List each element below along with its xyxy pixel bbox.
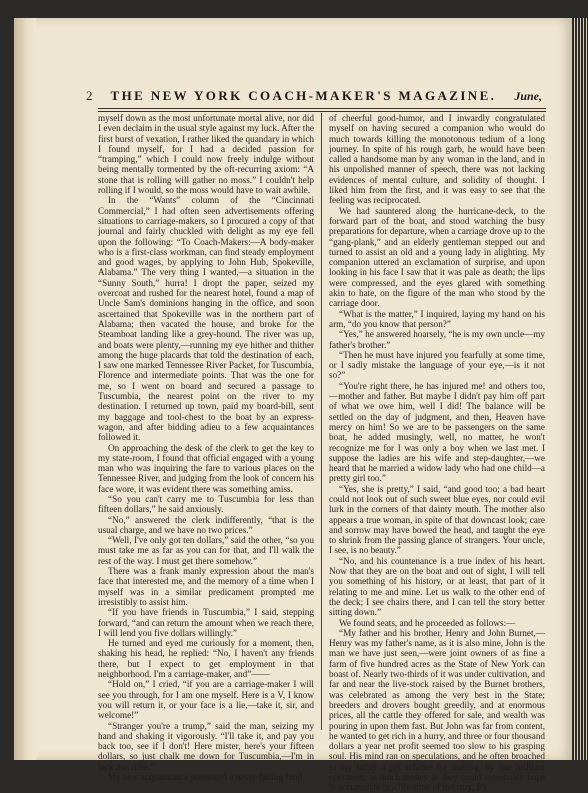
paragraph: We had sauntered along the hurricane-deck, to the forward part of the boat, and stood watching the busy preparations for departure, when a carriage drove up to the “gang-plank,” and an elderly gentleman stepped out and turned to assist an old and a young lady in alighting. My companion uttered an exclamation of surprise, and upon looking in his face I saw that it was pale as death; the lips were compressed, and the eyes glared with something akin to hate, on the figure of the man who stood by the carriage door. (329, 205, 545, 309)
paragraph: “Hold on,” I cried, “if you are a carriage-maker I will see you through, for I am one myself. Here is a V, I know you will return it, or your face is a lie,—take it, sir, and welcome!” (98, 679, 314, 721)
page-number: 2 (86, 88, 93, 103)
running-header (86, 86, 542, 106)
magazine-title: THE NEW YORK COACH-MAKER'S MAGAZINE. (110, 88, 497, 103)
paragraph: “If you have friends in Tuscumbia,” I said, stepping forward, “and can return the amount when we reach there, I will lend you five dollars willingly.” (98, 607, 314, 638)
paragraph: “Yes, she is pretty,” I said, “and good too; a bad heart could not look out of such sweet blue eyes, nor could evil lurk in the corners of that dainty mouth. The mother also appears a true woman, in spite of that downcast look; care and sorrow may have bowed the head, and taught the eye to shrink from the passing glance of strangers. Your uncle, I see, is no beauty.” (329, 483, 545, 556)
paragraph: “Then he must have injured you fearfully at some time, or I sadly mistake the language of your eye,—is it not so?” (329, 349, 545, 381)
paragraph: “You're right there, he has injured me! and others too,—mother and father. But maybe I didn't pay him off part of what we owe him, well I did! The balance will be settled on the day of judgment, and then, Heaven have mercy on him! So we are to be passengers on the same boat, he added musingly, well, no matter, he won't recognize me for I was only a boy when we last met. I suppose the ladies are his wife and step-daughter,—we heard that he married a widow lady who had one child—a pretty girl too.” (329, 380, 545, 484)
paragraph: We found seats, and he proceeded as follows:— (339, 617, 516, 628)
paragraph: “Well, I've only got ten dollars,” said the other, “so you must take me as far as you can for that, and I'll walk the rest of the way. I must get there somehow.” (98, 535, 314, 566)
paragraph: On approaching the desk of the clerk to get the key to my state-room, I found that official engaged with a young man who was inquiring the fare to various places on the Tennessee River, and judging from the look of concern his face wore, it was evident there was something amiss. (98, 442, 314, 494)
right-column (329, 113, 546, 793)
text-columns (98, 113, 548, 793)
paragraph: “What is the matter,” I inquired, laying my hand on his arm, “do you know that person?” (329, 308, 545, 329)
paragraph: “No,” answered the clerk indifferently, “that is the usual charge, and we have no two prices.” (98, 514, 314, 535)
paragraph: There was a frank manly expression about the man's face that interested me, and the memory of a time when I myself was in a similar predicament prompted me irresistibly to assist him. (98, 566, 314, 607)
paragraph: My new acquaintance possessed a never-failing fund (108, 772, 303, 782)
issue-month: June, (514, 88, 542, 103)
paragraph: of cheerful good-humor, and I inwardly congratulated myself on having secured a companion who would do much towards killing the monotonous tedium of a long journey. In spite of his rough garb, he would have been called a handsome man by any woman in the land, and in his unpolished manner of speech, there was not lacking evidences of mental culture, and solidity of thought. I liked him from the first, and it was easy to see that the feeling was reciprocated. (329, 113, 545, 206)
paragraph: He turned and eyed me curiously for a moment, then, shaking his head, he replied: “No, I haven't any friends there, but I expect to get employment in that neighborhood. I'm a carriage-maker, and”—— (98, 638, 314, 680)
paragraph: “Stranger you're a trump,” said the man, seizing my hand and shaking it vigorously. “I'll take it, and pay you back too, see if I don't! Here mister, here's your fifteen dollars, so just chalk me down for Tuscumbia,—I'm in luck this time.” (98, 720, 314, 772)
header-rule (98, 108, 546, 112)
paragraph: “My father and his brother, Henry and John Burnet,—Henry was my father's name, as it is also mine, John is the man we have just seen,—were joint owners of as fine a farm of five hundred acres as the State of New York can boast of. Nearly two-thirds of it was under cultivation, and far and near the live-stock raised by the Burnet brothers, was celebrated as among the very best in the State; breeders and drovers bought greedily, and at enormous prices, all the cattle they offered for sale, and wealth was pouring in upon them fast. But John was far from content, he wanted to get rich in a hurry, and three or four thousand dollars a year net profit seemed too slow to his grasping soul. His mind ran on speculations, and he often broached to my father a pet scheme for making, by one brilliant operation, as much money as they could reasonably hope to accumulate in a life-time of industry. By (329, 627, 546, 793)
paragraph: In the “Wants” column of the “Cincinnati Commercial,” I had often seen advertisements offering situations to carriage-makers, so I procured a copy of that journal and fairly chuckled with delight as my eye fell upon the following: “To Coach-Makers:—A body-maker who is a first-class workman, can find steady employment and good wages, by applying to John Hub, Spokeville, Alabama.” The very thing I wanted,—a situation in the “Sunny South,” hurra! I dropt the paper, seized my overcoat and rushed for the nearest hotel, found a map of Uncle Sam's dominions hanging in the office, and soon ascertained that Spokeville was in the northern part of Alabama; then vacated the house, and broke for the Steamboat landing like a grey-hound. The river was up, and boats were plenty,—running my eye hither and thither among the huge placards that told the destination of each, I saw one marked Tennessee River Packet, for Tuscumbia, Florence and intermediate points. That was the one for me, so I went on board and secured a passage to Tuscumbia, the nearest point on the river to my destination. I returned up town, paid my board-bill, sent my baggage and tool-chest to the boat by an express-wagon, and after bidding adieu to a few acquaintances followed it. (98, 195, 314, 443)
column-divider (321, 113, 322, 730)
paragraph: “No, and his countenance is a true index of his heart. Now that they are on the boat and out of sight, I will tell you something of his history, or at least, that part of it relating to me and mine. Let us walk to the other end of the deck; I see chairs there, and I can tell the story better sitting down.” (329, 555, 545, 618)
left-column (98, 113, 314, 782)
paragraph: myself down as the most unfortunate mortal alive, nor did I even declaim in the usual style against my luck. After the first burst of vexation, I rather liked the quandary in which I found myself, for I had a decided passion for “tramping,” which I could now freely indulge without being mentally tormented by the oft-recurring axiom: “A stone that is rolling will gather no moss.” I couldn't help rolling if I would, so the moss would have to wait awhile. (98, 113, 314, 196)
page-edge (572, 18, 588, 760)
paragraph: “So you can't carry me to Tuscumbia for less than fifteen dollars,” he said anxiously. (98, 493, 314, 515)
paragraph: “Yes,” he answered hoarsely, “he is my own uncle—my father's brother.” (329, 329, 545, 350)
